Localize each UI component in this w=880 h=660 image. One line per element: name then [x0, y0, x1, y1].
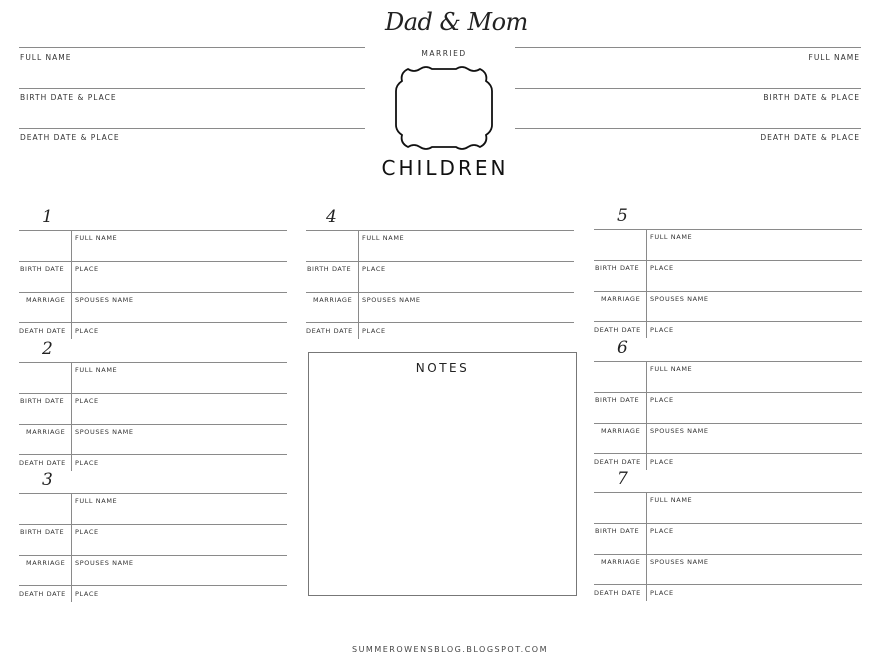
child-number: 4: [326, 207, 337, 227]
child-birth-place-label: PLACE: [75, 528, 99, 536]
child-line: [594, 523, 862, 524]
child-spouses-name-label: SPOUSES NAME: [650, 427, 709, 435]
child-marriage-label: MARRIAGE: [26, 296, 66, 304]
child-birth-date-label: BIRTH DATE: [595, 264, 640, 272]
child-block: [594, 206, 862, 338]
child-death-date-label: DEATH DATE: [19, 327, 66, 335]
child-line: [594, 291, 862, 292]
child-full-name-label: FULL NAME: [75, 366, 118, 374]
child-death-place-label: PLACE: [362, 327, 386, 335]
child-death-date-label: DEATH DATE: [594, 458, 641, 466]
child-number: 6: [617, 338, 628, 358]
child-line: [594, 453, 862, 454]
left-parent-death-label: DEATH DATE & PLACE: [20, 133, 120, 142]
child-birth-date-label: BIRTH DATE: [595, 527, 640, 535]
child-line: [19, 555, 287, 556]
child-death-place-label: PLACE: [75, 590, 99, 598]
child-death-place-label: PLACE: [75, 327, 99, 335]
child-column-divider: [358, 230, 359, 339]
child-death-date-label: DEATH DATE: [306, 327, 353, 335]
child-death-date-label: DEATH DATE: [594, 326, 641, 334]
child-line: [19, 424, 287, 425]
child-line: [594, 554, 862, 555]
child-death-date-label: DEATH DATE: [19, 590, 66, 598]
child-line: [19, 362, 287, 363]
page-title: Dad & Mom: [385, 8, 528, 36]
child-column-divider: [71, 493, 72, 602]
child-full-name-label: FULL NAME: [650, 233, 693, 241]
child-birth-place-label: PLACE: [75, 397, 99, 405]
child-spouses-name-label: SPOUSES NAME: [362, 296, 421, 304]
child-birth-date-label: BIRTH DATE: [20, 397, 65, 405]
child-marriage-label: MARRIAGE: [26, 428, 66, 436]
child-line: [19, 393, 287, 394]
right-parent-death-line: [515, 128, 861, 129]
left-parent-full-name-label: FULL NAME: [20, 53, 72, 62]
child-line: [306, 292, 574, 293]
child-number: 2: [42, 339, 53, 359]
child-spouses-name-label: SPOUSES NAME: [650, 558, 709, 566]
child-line: [19, 454, 287, 455]
child-line: [306, 322, 574, 323]
child-birth-place-label: PLACE: [650, 264, 674, 272]
child-number: 3: [42, 470, 53, 490]
child-birth-date-label: BIRTH DATE: [20, 265, 65, 273]
child-birth-date-label: BIRTH DATE: [307, 265, 352, 273]
child-line: [594, 584, 862, 585]
child-number: 5: [617, 206, 628, 226]
child-block: [594, 469, 862, 601]
child-block: [19, 207, 287, 339]
child-marriage-label: MARRIAGE: [601, 558, 641, 566]
child-line: [594, 361, 862, 362]
right-parent-name-line: [515, 47, 861, 48]
child-marriage-label: MARRIAGE: [313, 296, 353, 304]
child-death-date-label: DEATH DATE: [594, 589, 641, 597]
left-parent-birth-label: BIRTH DATE & PLACE: [20, 93, 117, 102]
child-column-divider: [646, 361, 647, 470]
child-marriage-label: MARRIAGE: [601, 295, 641, 303]
footer-url: SUMMEROWENSBLOG.BLOGSPOT.COM: [352, 645, 548, 654]
child-line: [19, 585, 287, 586]
ornate-frame: [388, 63, 500, 153]
child-birth-place-label: PLACE: [650, 396, 674, 404]
children-heading: CHILDREN: [381, 156, 509, 180]
child-full-name-label: FULL NAME: [75, 497, 118, 505]
child-column-divider: [71, 362, 72, 471]
child-column-divider: [646, 229, 647, 338]
child-spouses-name-label: SPOUSES NAME: [75, 559, 134, 567]
child-column-divider: [71, 230, 72, 339]
child-line: [594, 423, 862, 424]
child-full-name-label: FULL NAME: [362, 234, 405, 242]
child-marriage-label: MARRIAGE: [601, 427, 641, 435]
child-line: [594, 260, 862, 261]
child-birth-date-label: BIRTH DATE: [20, 528, 65, 536]
child-line: [594, 492, 862, 493]
right-parent-full-name-label: FULL NAME: [808, 53, 860, 62]
child-death-date-label: DEATH DATE: [19, 459, 66, 467]
child-line: [306, 261, 574, 262]
child-birth-place-label: PLACE: [75, 265, 99, 273]
child-death-place-label: PLACE: [650, 326, 674, 334]
child-column-divider: [646, 492, 647, 601]
left-parent-birth-line: [19, 88, 365, 89]
child-number: 1: [42, 207, 53, 227]
child-spouses-name-label: SPOUSES NAME: [75, 296, 134, 304]
child-full-name-label: FULL NAME: [75, 234, 118, 242]
child-block: [306, 207, 574, 339]
child-line: [19, 493, 287, 494]
child-number: 7: [617, 469, 628, 489]
child-line: [19, 292, 287, 293]
child-line: [19, 322, 287, 323]
child-block: [19, 339, 287, 471]
child-spouses-name-label: SPOUSES NAME: [650, 295, 709, 303]
married-label: MARRIED: [421, 49, 467, 58]
child-birth-date-label: BIRTH DATE: [595, 396, 640, 404]
child-block: [19, 470, 287, 602]
child-line: [306, 230, 574, 231]
child-marriage-label: MARRIAGE: [26, 559, 66, 567]
child-line: [594, 392, 862, 393]
child-full-name-label: FULL NAME: [650, 496, 693, 504]
child-line: [19, 261, 287, 262]
child-line: [594, 229, 862, 230]
child-line: [19, 524, 287, 525]
notes-box[interactable]: [308, 352, 577, 596]
right-parent-death-label: DEATH DATE & PLACE: [760, 133, 860, 142]
left-parent-name-line: [19, 47, 365, 48]
child-spouses-name-label: SPOUSES NAME: [75, 428, 134, 436]
child-death-place-label: PLACE: [650, 589, 674, 597]
right-parent-birth-line: [515, 88, 861, 89]
right-parent-birth-label: BIRTH DATE & PLACE: [763, 93, 860, 102]
child-birth-place-label: PLACE: [362, 265, 386, 273]
child-full-name-label: FULL NAME: [650, 365, 693, 373]
child-death-place-label: PLACE: [75, 459, 99, 467]
notes-title: NOTES: [415, 361, 470, 375]
left-parent-death-line: [19, 128, 365, 129]
child-block: [594, 338, 862, 470]
child-death-place-label: PLACE: [650, 458, 674, 466]
child-line: [19, 230, 287, 231]
child-birth-place-label: PLACE: [650, 527, 674, 535]
child-line: [594, 321, 862, 322]
